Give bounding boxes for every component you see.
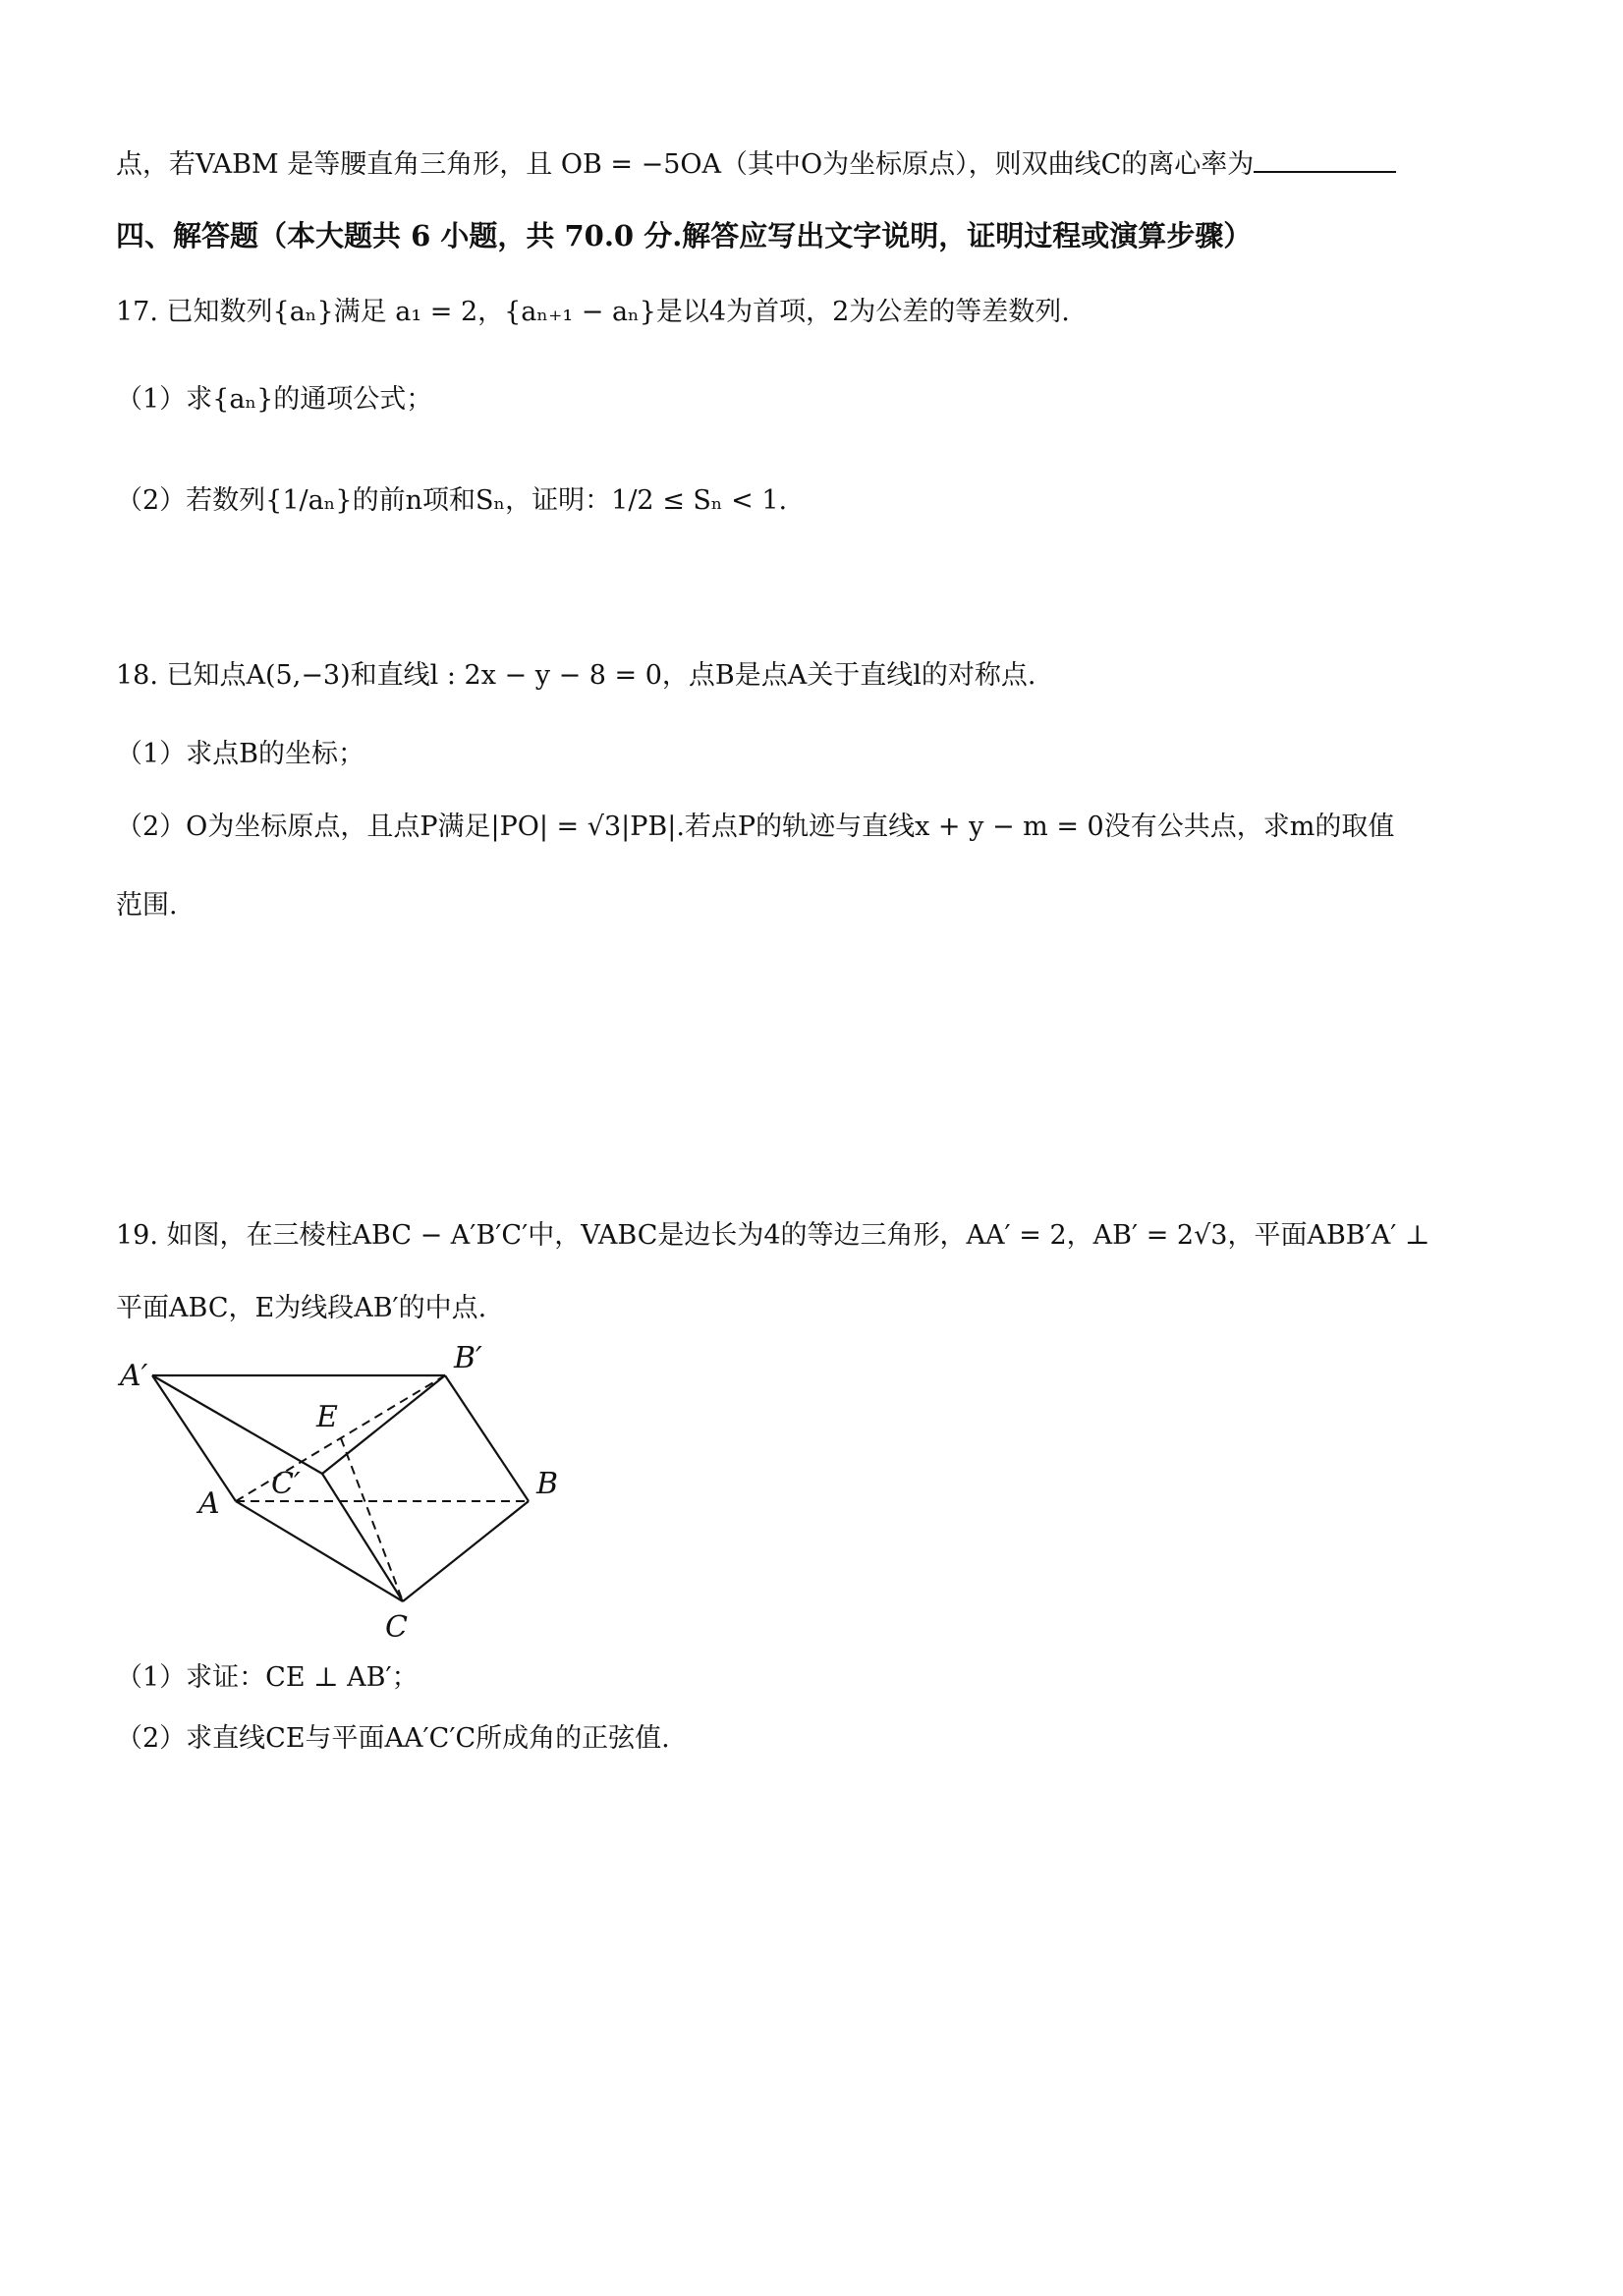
edge-a-c [236, 1501, 403, 1601]
edge-a-prime-a [152, 1375, 236, 1501]
section-heading: 四、解答题（本大题共 6 小题，共 70.0 分.解答应写出文字说明，证明过程或演算步骤） [116, 219, 1253, 252]
question-19-part-1: （1）求证：CE ⊥ AB′； [116, 1662, 419, 1693]
fill-blank-question-end [116, 143, 1396, 185]
edge-b-prime-b [445, 1375, 529, 1501]
label-b: B [536, 1467, 559, 1501]
question-18-part-1: （1）求点B的坐标； [116, 739, 365, 769]
question-19-cont: 平面ABC，E为线段AB′的中点. [116, 1293, 487, 1323]
question-19-part-2: （2）求直线CE与平面AA′C′C所成角的正弦值. [116, 1723, 670, 1754]
question-18-part-2-cont: 范围. [116, 890, 178, 921]
question-text: 点，若VABM 是等腰直角三角形，且 OB = −5OA（其中O为坐标原点），则双曲线C的离心率为 [116, 149, 1255, 180]
prism-figure [108, 1336, 580, 1651]
label-a-prime: A′ [120, 1359, 148, 1393]
label-e: E [316, 1400, 338, 1434]
question-17-part-2: （2）若数列{1/aₙ}的前n项和Sₙ，证明：1/2 ≤ Sₙ < 1. [116, 485, 788, 516]
edge-b-prime-c-prime [322, 1375, 445, 1474]
edge-a-prime-c-prime [152, 1375, 322, 1474]
answer-blank[interactable] [1254, 143, 1396, 173]
dashed-edge-a-b-prime [236, 1375, 445, 1501]
label-c: C [385, 1610, 408, 1645]
label-c-prime: C′ [271, 1467, 301, 1501]
question-19: 19. 如图，在三棱柱ABC − A′B′C′中，VABC是边长为4的等边三角形，AA′ = 2，AB′ = 2√3，平面ABB′A′ ⊥ [116, 1220, 1430, 1251]
question-17-part-1: （1）求{aₙ}的通项公式； [116, 384, 433, 415]
question-18-part-2: （2）O为坐标原点，且点P满足|PO| = √3|PB|.若点P的轨迹与直线x + y − m = 0没有公共点，求m的取值 [116, 812, 1395, 842]
label-b-prime: B′ [454, 1341, 482, 1375]
question-18: 18. 已知点A(5,−3)和直线l : 2x − y − 8 = 0，点B是点A关于直线l的对称点. [116, 660, 1036, 691]
label-a: A [198, 1486, 220, 1521]
question-17: 17. 已知数列{aₙ}满足 a₁ = 2，{aₙ₊₁ − aₙ}是以4为首项，2为公差的等差数列. [116, 297, 1070, 327]
edge-c-prime-c [322, 1474, 403, 1601]
edge-c-b [403, 1501, 529, 1601]
